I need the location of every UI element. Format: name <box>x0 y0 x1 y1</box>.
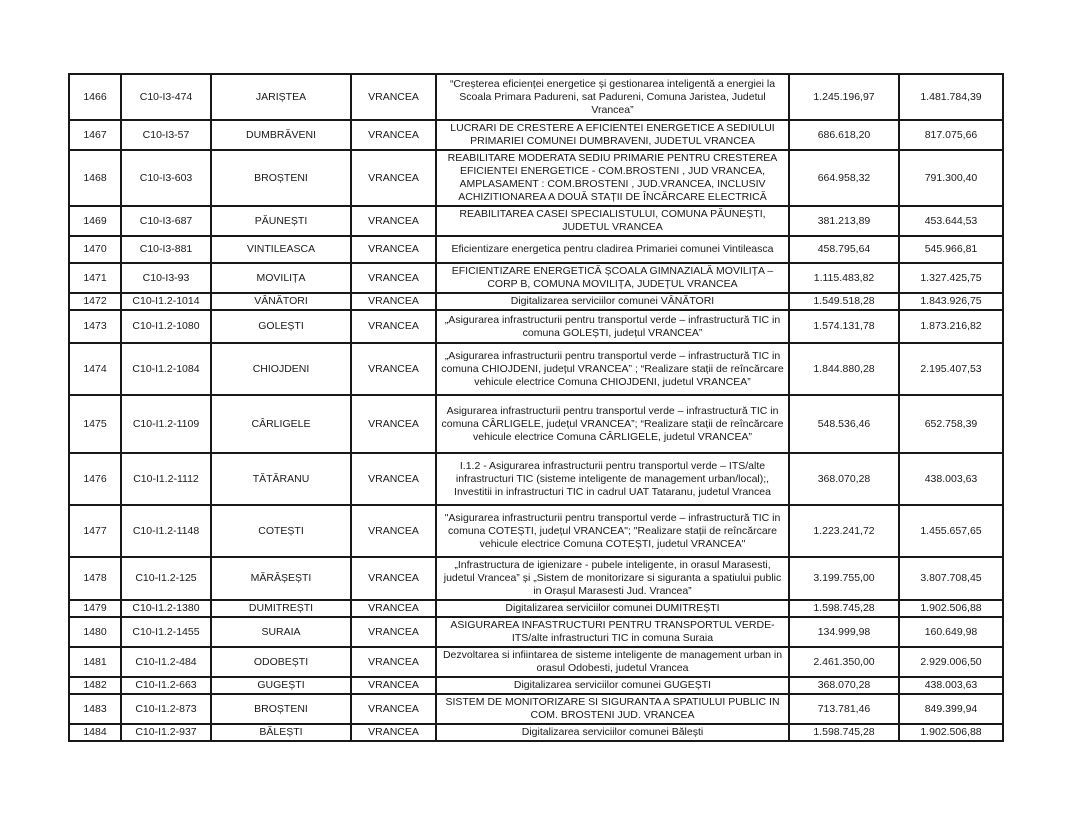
row-number-cell: 1474 <box>69 343 121 395</box>
project-code-cell: C10-I1.2-484 <box>121 647 211 677</box>
locality-cell: PĂUNEȘTI <box>211 206 351 236</box>
row-number-cell: 1475 <box>69 395 121 453</box>
county-cell: VRANCEA <box>351 206 436 236</box>
amount-total-cell: 438.003,63 <box>899 677 1003 694</box>
amount-eligible-cell: 1.245.196,97 <box>789 74 899 120</box>
amount-total-cell: 2.195.407,53 <box>899 343 1003 395</box>
description-cell: EFICIENTIZARE ENERGETICĂ ȘCOALA GIMNAZIALĂ MOVILIȚA – CORP B, COMUNA MOVILIȚA, JUDEȚUL VRANCEA <box>436 263 789 293</box>
table-row <box>69 600 1003 617</box>
amount-total-cell: 1.481.784,39 <box>899 74 1003 120</box>
project-code-cell: C10-I1.2-937 <box>121 724 211 741</box>
amount-total-cell: 849.399,94 <box>899 694 1003 724</box>
table-row <box>69 505 1003 557</box>
row-number-cell: 1467 <box>69 120 121 150</box>
description-cell: Digitalizarea serviciilor comunei Bălești <box>436 724 789 741</box>
table-row <box>69 395 1003 453</box>
amount-total-cell: 652.758,39 <box>899 395 1003 453</box>
county-cell: VRANCEA <box>351 505 436 557</box>
county-cell: VRANCEA <box>351 647 436 677</box>
locality-cell: MOVILIȚA <box>211 263 351 293</box>
county-cell: VRANCEA <box>351 395 436 453</box>
project-code-cell: C10-I1.2-1109 <box>121 395 211 453</box>
locality-cell: BROȘTENI <box>211 694 351 724</box>
locality-cell: ODOBEȘTI <box>211 647 351 677</box>
amount-total-cell: 1.455.657,65 <box>899 505 1003 557</box>
table-row <box>69 453 1003 505</box>
description-cell: Digitalizarea serviciilor comunei VÂNĂTORI <box>436 293 789 310</box>
locality-cell: SURAIA <box>211 617 351 647</box>
project-code-cell: C10-I1.2-1014 <box>121 293 211 310</box>
amount-total-cell: 791.300,40 <box>899 150 1003 206</box>
amount-eligible-cell: 1.115.483,82 <box>789 263 899 293</box>
row-number-cell: 1468 <box>69 150 121 206</box>
amount-total-cell: 1.327.425,75 <box>899 263 1003 293</box>
amount-eligible-cell: 1.598.745,28 <box>789 600 899 617</box>
project-code-cell: C10-I1.2-1112 <box>121 453 211 505</box>
project-code-cell: C10-I3-687 <box>121 206 211 236</box>
table-row <box>69 694 1003 724</box>
amount-eligible-cell: 1.844.880,28 <box>789 343 899 395</box>
amount-eligible-cell: 1.574.131,78 <box>789 310 899 343</box>
project-code-cell: C10-I1.2-1084 <box>121 343 211 395</box>
row-number-cell: 1480 <box>69 617 121 647</box>
amount-eligible-cell: 713.781,46 <box>789 694 899 724</box>
table-row <box>69 647 1003 677</box>
row-number-cell: 1469 <box>69 206 121 236</box>
row-number-cell: 1471 <box>69 263 121 293</box>
project-code-cell: C10-I3-93 <box>121 263 211 293</box>
project-code-cell: C10-I1.2-873 <box>121 694 211 724</box>
amount-eligible-cell: 134.999,98 <box>789 617 899 647</box>
county-cell: VRANCEA <box>351 74 436 120</box>
amount-total-cell: 817.075,66 <box>899 120 1003 150</box>
county-cell: VRANCEA <box>351 724 436 741</box>
table-row <box>69 150 1003 206</box>
projects-table-body <box>69 74 1003 741</box>
locality-cell: CHIOJDENI <box>211 343 351 395</box>
locality-cell: GOLEȘTI <box>211 310 351 343</box>
table-row <box>69 724 1003 741</box>
locality-cell: VÂNĂTORI <box>211 293 351 310</box>
project-code-cell: C10-I3-603 <box>121 150 211 206</box>
row-number-cell: 1481 <box>69 647 121 677</box>
amount-eligible-cell: 664.958,32 <box>789 150 899 206</box>
amount-total-cell: 1.902.506,88 <box>899 724 1003 741</box>
description-cell: Digitalizarea serviciilor comunei GUGEȘTI <box>436 677 789 694</box>
row-number-cell: 1482 <box>69 677 121 694</box>
table-row <box>69 310 1003 343</box>
table-row <box>69 120 1003 150</box>
row-number-cell: 1472 <box>69 293 121 310</box>
amount-eligible-cell: 368.070,28 <box>789 677 899 694</box>
projects-table <box>68 73 1004 742</box>
table-row <box>69 74 1003 120</box>
row-number-cell: 1478 <box>69 557 121 600</box>
project-code-cell: C10-I1.2-663 <box>121 677 211 694</box>
county-cell: VRANCEA <box>351 557 436 600</box>
county-cell: VRANCEA <box>351 310 436 343</box>
county-cell: VRANCEA <box>351 617 436 647</box>
amount-eligible-cell: 686.618,20 <box>789 120 899 150</box>
amount-total-cell: 453.644,53 <box>899 206 1003 236</box>
row-number-cell: 1476 <box>69 453 121 505</box>
county-cell: VRANCEA <box>351 453 436 505</box>
amount-total-cell: 1.902.506,88 <box>899 600 1003 617</box>
locality-cell: BROȘTENI <box>211 150 351 206</box>
locality-cell: BĂLEȘTI <box>211 724 351 741</box>
description-cell: LUCRARI DE CRESTERE A EFICIENTEI ENERGETICE A SEDIULUI PRIMARIEI COMUNEI DUMBRAVENI, JUDETUL VRANCEA <box>436 120 789 150</box>
county-cell: VRANCEA <box>351 236 436 263</box>
description-cell: Eficientizare energetica pentru cladirea Primariei comunei Vintileasca <box>436 236 789 263</box>
project-code-cell: C10-I1.2-1380 <box>121 600 211 617</box>
amount-eligible-cell: 381.213,89 <box>789 206 899 236</box>
project-code-cell: C10-I1.2-1455 <box>121 617 211 647</box>
description-cell: REABILITAREA CASEI SPECIALISTULUI, COMUNA PĂUNEȘTI, JUDETUL VRANCEA <box>436 206 789 236</box>
description-cell: SISTEM DE MONITORIZARE SI SIGURANTA A SPATIULUI PUBLIC IN COM. BROSTENI JUD. VRANCEA <box>436 694 789 724</box>
project-code-cell: C10-I1.2-1148 <box>121 505 211 557</box>
row-number-cell: 1466 <box>69 74 121 120</box>
table-row <box>69 236 1003 263</box>
row-number-cell: 1477 <box>69 505 121 557</box>
description-cell: Dezvoltarea si infiintarea de sisteme inteligente de management urban in orasul Odobesti, judetul Vrancea <box>436 647 789 677</box>
amount-total-cell: 1.873.216,82 <box>899 310 1003 343</box>
county-cell: VRANCEA <box>351 263 436 293</box>
amount-eligible-cell: 368.070,28 <box>789 453 899 505</box>
locality-cell: TĂTĂRANU <box>211 453 351 505</box>
amount-eligible-cell: 1.223.241,72 <box>789 505 899 557</box>
locality-cell: GUGEȘTI <box>211 677 351 694</box>
description-cell: Asigurarea infrastructurii pentru transportul verde – infrastructură TIC in comuna CÂRLIGELE, județul VRANCEA”; “Realizare stații de reîncărcare vehicule electrice Comuna CÂRLIGELE, judetul VRANCEA” <box>436 395 789 453</box>
row-number-cell: 1479 <box>69 600 121 617</box>
amount-eligible-cell: 1.598.745,28 <box>789 724 899 741</box>
county-cell: VRANCEA <box>351 600 436 617</box>
county-cell: VRANCEA <box>351 343 436 395</box>
project-code-cell: C10-I3-881 <box>121 236 211 263</box>
county-cell: VRANCEA <box>351 293 436 310</box>
amount-total-cell: 1.843.926,75 <box>899 293 1003 310</box>
description-cell: "Asigurarea infrastructurii pentru transportul verde – infrastructură TIC in comuna COTEȘTI, județul VRANCEA"; "Realizare stații de reîncărcare vehicule electrice Comuna COTEȘTI, judetul VRANCEA" <box>436 505 789 557</box>
locality-cell: MĂRĂȘEȘTI <box>211 557 351 600</box>
amount-eligible-cell: 2.461.350,00 <box>789 647 899 677</box>
table-row <box>69 263 1003 293</box>
amount-eligible-cell: 3.199.755,00 <box>789 557 899 600</box>
amount-total-cell: 2.929.006,50 <box>899 647 1003 677</box>
table-row <box>69 617 1003 647</box>
description-cell: „Infrastructura de igienizare - pubele inteligente, in orasul Marasesti, judetul Vrancea” și „Sistem de monitorizare si siguranta a spatiului public in Orașul Marasesti Jud. Vrancea” <box>436 557 789 600</box>
locality-cell: DUMBRĂVENI <box>211 120 351 150</box>
project-code-cell: C10-I1.2-1080 <box>121 310 211 343</box>
description-cell: „Asigurarea infrastructurii pentru transportul verde – infrastructură TIC in comuna GOLEȘTI, județul VRANCEA” <box>436 310 789 343</box>
amount-total-cell: 438.003,63 <box>899 453 1003 505</box>
amount-eligible-cell: 458.795,64 <box>789 236 899 263</box>
row-number-cell: 1473 <box>69 310 121 343</box>
locality-cell: COTEȘTI <box>211 505 351 557</box>
row-number-cell: 1470 <box>69 236 121 263</box>
locality-cell: CÂRLIGELE <box>211 395 351 453</box>
description-cell: Digitalizarea serviciilor comunei DUMITREȘTI <box>436 600 789 617</box>
county-cell: VRANCEA <box>351 150 436 206</box>
description-cell: REABILITARE MODERATA SEDIU PRIMARIE PENTRU CRESTEREA EFICIENTEI ENERGETICE - COM.BROSTENI , JUD VRANCEA, AMPLASAMENT : COM.BROSTENI , JUD.VRANCEA, INCLUSIV ACHIZITIONAREA A DOUĂ STAȚII DE ÎNCĂRCARE ELECTRICĂ <box>436 150 789 206</box>
table-row <box>69 293 1003 310</box>
county-cell: VRANCEA <box>351 694 436 724</box>
county-cell: VRANCEA <box>351 120 436 150</box>
locality-cell: JARIȘTEA <box>211 74 351 120</box>
description-cell: “Creșterea eficienței energetice și gestionarea inteligentă a energiei la Scoala Primara Padureni, sat Padureni, Comuna Jaristea, Judetul Vrancea” <box>436 74 789 120</box>
row-number-cell: 1484 <box>69 724 121 741</box>
county-cell: VRANCEA <box>351 677 436 694</box>
table-row <box>69 677 1003 694</box>
row-number-cell: 1483 <box>69 694 121 724</box>
project-code-cell: C10-I3-474 <box>121 74 211 120</box>
locality-cell: DUMITREȘTI <box>211 600 351 617</box>
amount-total-cell: 545.966,81 <box>899 236 1003 263</box>
project-code-cell: C10-I3-57 <box>121 120 211 150</box>
project-code-cell: C10-I1.2-125 <box>121 557 211 600</box>
locality-cell: VINTILEASCA <box>211 236 351 263</box>
description-cell: „Asigurarea infrastructurii pentru transportul verde – infrastructură TIC in comuna CHIOJDENI, județul VRANCEA” ; “Realizare stații de reîncărcare vehicule electrice Comuna CHIOJDENI, judetul VRANCEA” <box>436 343 789 395</box>
amount-total-cell: 3.807.708,45 <box>899 557 1003 600</box>
table-row <box>69 343 1003 395</box>
description-cell: I.1.2 - Asigurarea infrastructurii pentru transportul verde – ITS/alte infrastructuri TIC (sisteme inteligente de management urban/local);, Investitii in infrastructuri TIC in cadrul UAT Tataranu, judetul Vrancea <box>436 453 789 505</box>
amount-total-cell: 160.649,98 <box>899 617 1003 647</box>
amount-eligible-cell: 1.549.518,28 <box>789 293 899 310</box>
amount-eligible-cell: 548.536,46 <box>789 395 899 453</box>
table-row <box>69 557 1003 600</box>
description-cell: ASIGURAREA INFASTRUCTURI PENTRU TRANSPORTUL VERDE- ITS/alte infrastructuri TIC in comuna Suraia <box>436 617 789 647</box>
table-row <box>69 206 1003 236</box>
